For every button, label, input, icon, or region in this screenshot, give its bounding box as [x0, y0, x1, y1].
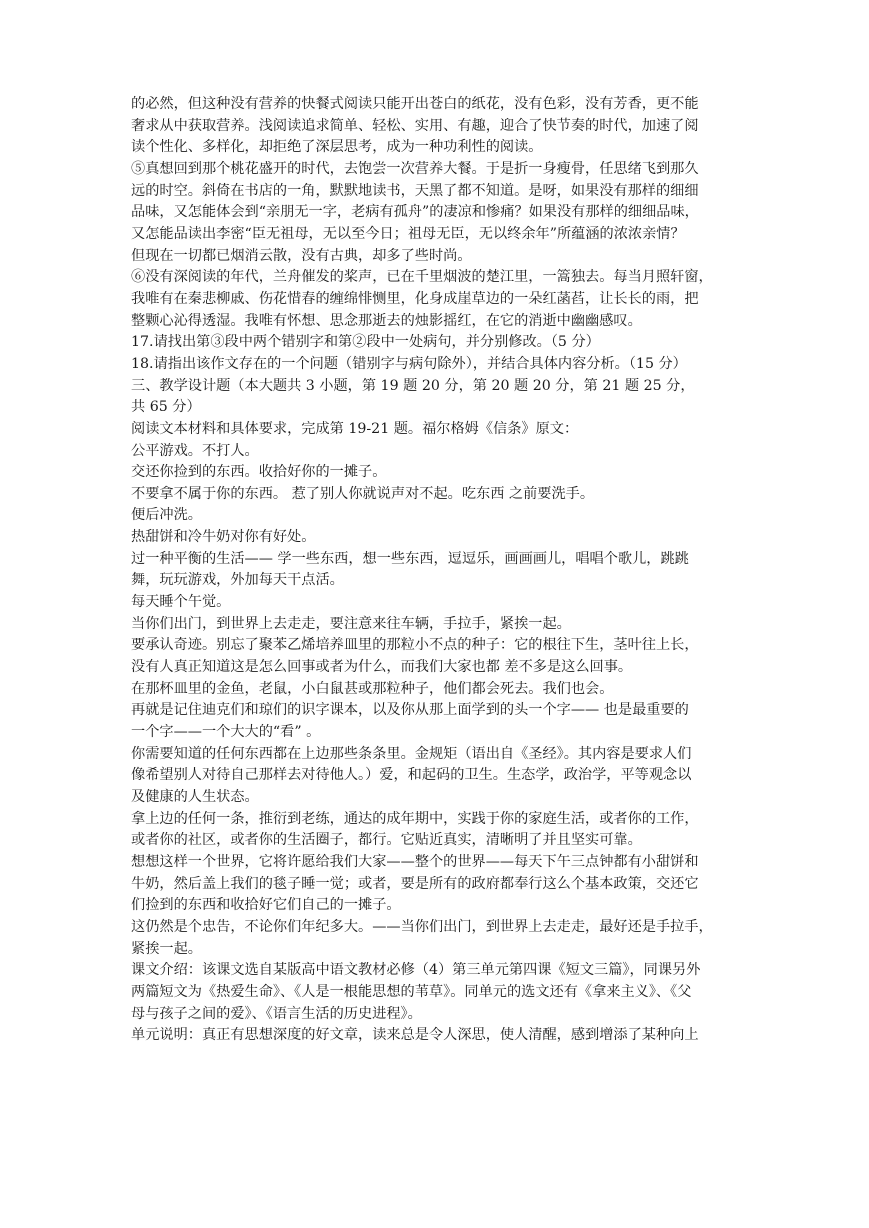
text-line: 没有人真正知道这是怎么回事或者为什么，而我们大家也都 差不多是这么回事。	[131, 659, 633, 676]
text-line: 热甜饼和冷牛奶对你有好处。	[131, 529, 316, 546]
text-line: 想想这样一个世界，它将许愿给我们大家——整个的世界——每天下午三点钟都有小甜饼和	[131, 853, 699, 870]
text-line: 单元说明：真正有思想深度的好文章，读来总是令人深思，使人清醒，感到增添了某种向上	[131, 1027, 699, 1044]
text-line: 品味，又怎能体会到“亲朋无一字，老病有孤舟”的凄凉和惨痛？如果没有那样的细细品味，	[131, 204, 699, 221]
section-heading-cont: 共 65 分）	[131, 399, 201, 416]
text-line: 不要拿不属于你的东西。 惹了别人你就说声对不起。吃东西 之前要洗手。	[131, 485, 595, 502]
text-line: 每天睡个午觉。	[131, 594, 231, 611]
text-line: 舞，玩玩游戏，外加每天干点活。	[131, 572, 344, 589]
text-line: 这仍然是个忠告，不论你们年纪多大。——当你们出门，到世界上去走走，最好还是手拉手，	[131, 918, 713, 935]
text-line: 但现在一切都已烟消云散，没有古典，却多了些时尚。	[131, 247, 472, 264]
text-line: 又怎能品读出李密“臣无祖母，无以至今日；祖母无臣，无以终余年”所蕴涵的浓浓亲情？	[131, 225, 685, 242]
text-line: ⑤真想回到那个桃花盛开的时代，去饱尝一次营养大餐。于是折一身瘦骨，任思绪飞到那久	[131, 160, 699, 177]
text-line: 便后冲洗。	[131, 507, 202, 524]
text-line: 像希望别人对待自己那样去对待他人。）爱，和起码的卫生。生态学，政治学，平等观念以	[131, 767, 692, 784]
text-line: 母与孩子之间的爱》、《语言生活的历史进程》。	[131, 1005, 422, 1022]
text-line: ⑥没有深阅读的年代，兰舟催发的桨声，已在千里烟波的楚江里，一篙独去。每当月照轩窗，	[131, 269, 713, 286]
text-line: 你需要知道的任何东西都在上边那些条条里。金规矩（语出自《圣经》。其内容是要求人们	[131, 745, 692, 762]
text-line: 过一种平衡的生活—— 学一些东西，想一些东西，逗逗乐，画画画儿，唱唱个歌儿，跳跳	[131, 550, 689, 567]
text-line: 或者你的社区，或者你的生活圈子，都行。它贴近真实，清晰明了并且坚实可靠。	[131, 832, 642, 849]
question-17: 17.请找出第③段中两个错别字和第②段中一处病句，并分别修改。（5 分）	[131, 334, 600, 351]
text-line: 的必然，但这种没有营养的快餐式阅读只能开出苍白的纸花，没有色彩，没有芳香，更不能	[131, 96, 699, 112]
section-heading: 三、教学设计题（本大题共 3 小题，第 19 题 20 分，第 20 题 20 分，第 21 题 25 分，	[131, 377, 695, 394]
text-line: 当你们出门，到世界上去走走，要注意来往车辆，手拉手，紧挨一起。	[131, 615, 571, 632]
text-line: 拿上边的任何一条，推衍到老练，通达的成年期中，实践于你的家庭生活，或者你的工作，	[131, 810, 699, 827]
text-line: 要承认奇迹。别忘了聚苯乙烯培养皿里的那粒小不点的种子：它的根往下生，茎叶往上长，	[131, 637, 699, 654]
text-line: 们捡到的东西和收拾好它们自己的一摊子。	[131, 897, 401, 914]
text-line: 课文介绍：该课文选自某版高中语文教材必修（4）第三单元第四课《短文三篇》，同课另外	[131, 962, 701, 979]
text-line: 我唯有在秦悲柳戚、伤花惜春的缠绵悱恻里，化身成崖草边的一朵红菡萏，让长长的雨，把	[131, 290, 699, 307]
text-line: 在那杯皿里的金鱼，老鼠，小白鼠甚或那粒种子，他们都会死去。我们也会。	[131, 680, 614, 697]
text-line: 奢求从中获取营养。浅阅读追求简单、轻松、实用、有趣，迎合了快节奏的时代，加速了阅	[131, 117, 699, 134]
text-line: 阅读文本材料和具体要求，完成第 19-21 题。福尔格姆《信条》原文：	[131, 420, 579, 437]
text-line: 远的时空。斜倚在书店的一角，默默地读书，天黑了都不知道。是呀，如果没有那样的细细	[131, 182, 699, 199]
text-line: 牛奶，然后盖上我们的毯子睡一觉；或者，要是所有的政府都奉行这么个基本政策，交还它	[131, 875, 699, 892]
text-line: 交还你捡到的东西。收拾好你的一摊子。	[131, 464, 387, 481]
document-body	[131, 94, 741, 1047]
text-line: 一个字——一个大大的“看” 。	[131, 724, 321, 741]
text-line: 紧挨一起。	[131, 940, 202, 957]
text-line: 两篇短文为《热爱生命》、《人是一根能思想的苇草》。同单元的选文还有《拿来主义》、《父	[131, 983, 692, 1000]
text-line: 及健康的人生状态。	[131, 789, 259, 805]
text-line: 读个性化、多样化，却拒绝了深层思考，成为一种功利性的阅读。	[131, 139, 543, 156]
text-line: 再就是记住迪克们和琼们的识字课本，以及你从那上面学到的头一个字—— 也是最重要的	[131, 702, 689, 719]
question-18: 18.请指出该作文存在的一个问题（错别字与病句除外），并结合具体内容分析。（15 分）	[131, 355, 687, 372]
text-line: 整颗心沁得透湿。我唯有怀想、思念那逝去的烛影摇红，在它的消逝中幽幽感叹。	[131, 312, 642, 329]
text-line: 公平游戏。不打人。	[131, 442, 259, 459]
